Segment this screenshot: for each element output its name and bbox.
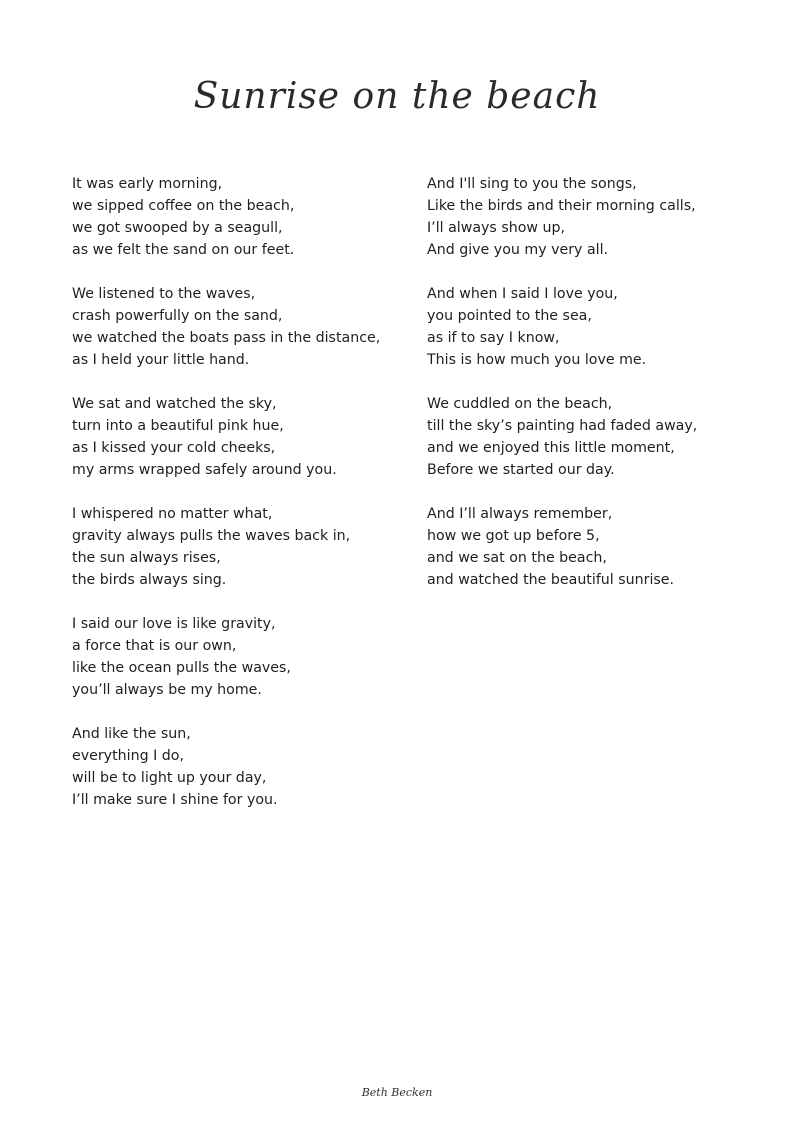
- poem-line: gravity always pulls the waves back in,: [72, 528, 351, 544]
- poem-line: And like the sun,: [72, 726, 191, 742]
- poem-line: and watched the beautiful sunrise.: [427, 572, 675, 588]
- poem-line: And I’ll always remember,: [427, 506, 613, 522]
- stanza: [72, 503, 412, 591]
- author-signature: Beth Becken: [361, 1086, 433, 1099]
- poem-line: we watched the boats pass in the distance,: [72, 330, 381, 346]
- stanza: [427, 283, 767, 371]
- poem-line: I whispered no matter what,: [72, 506, 273, 522]
- poem-line: like the ocean pulls the waves,: [72, 660, 291, 676]
- poem-line: you pointed to the sea,: [427, 308, 592, 324]
- poem-line: as if to say I know,: [427, 330, 560, 346]
- poem-line: and we enjoyed this little moment,: [427, 440, 675, 456]
- poem-line: turn into a beautiful pink hue,: [72, 418, 284, 434]
- poem-line: and we sat on the beach,: [427, 550, 607, 566]
- stanza: [72, 723, 412, 811]
- poem-line: will be to light up your day,: [72, 770, 267, 786]
- stanza: [72, 393, 412, 481]
- poem-line: everything I do,: [72, 748, 184, 764]
- poem-line: Before we started our day.: [427, 462, 615, 478]
- stanza: [72, 283, 412, 371]
- poem-line: you’ll always be my home.: [72, 682, 262, 698]
- poem-line: This is how much you love me.: [427, 352, 647, 368]
- poem-line: We listened to the waves,: [72, 286, 256, 302]
- poem-line: I’ll always show up,: [427, 220, 566, 236]
- poem-line: the birds always sing.: [72, 572, 227, 588]
- stanza: [427, 503, 767, 591]
- poem-line: we got swooped by a seagull,: [72, 220, 283, 236]
- poem-line: my arms wrapped safely around you.: [72, 462, 337, 478]
- stanza: [427, 393, 767, 481]
- poem-line: And I'll sing to you the songs,: [427, 176, 637, 192]
- poem-line: a force that is our own,: [72, 638, 237, 654]
- right-column: [427, 173, 767, 613]
- poem-line: as we felt the sand on our feet.: [72, 242, 295, 258]
- left-column: [72, 173, 412, 833]
- stanza: [72, 613, 412, 701]
- poem-line: We sat and watched the sky,: [72, 396, 277, 412]
- stanza: [72, 173, 412, 261]
- poem-line: till the sky’s painting had faded away,: [427, 418, 698, 434]
- poem-line: We cuddled on the beach,: [427, 396, 613, 412]
- poem-line: Like the birds and their morning calls,: [427, 198, 696, 214]
- poem-line: And give you my very all.: [427, 242, 609, 258]
- stanza: [427, 173, 767, 261]
- poem-line: I’ll make sure I shine for you.: [72, 792, 278, 808]
- poem-line: as I held your little hand.: [72, 352, 250, 368]
- poem-title: Sunrise on the beach: [193, 76, 601, 117]
- poem-line: crash powerfully on the sand,: [72, 308, 283, 324]
- poem-line: It was early morning,: [72, 176, 223, 192]
- poem-line: I said our love is like gravity,: [72, 616, 276, 632]
- poem-line: And when I said I love you,: [427, 286, 618, 302]
- poem-line: the sun always rises,: [72, 550, 221, 566]
- poem-line: as I kissed your cold cheeks,: [72, 440, 276, 456]
- poem-line: we sipped coffee on the beach,: [72, 198, 295, 214]
- poem-line: how we got up before 5,: [427, 528, 600, 544]
